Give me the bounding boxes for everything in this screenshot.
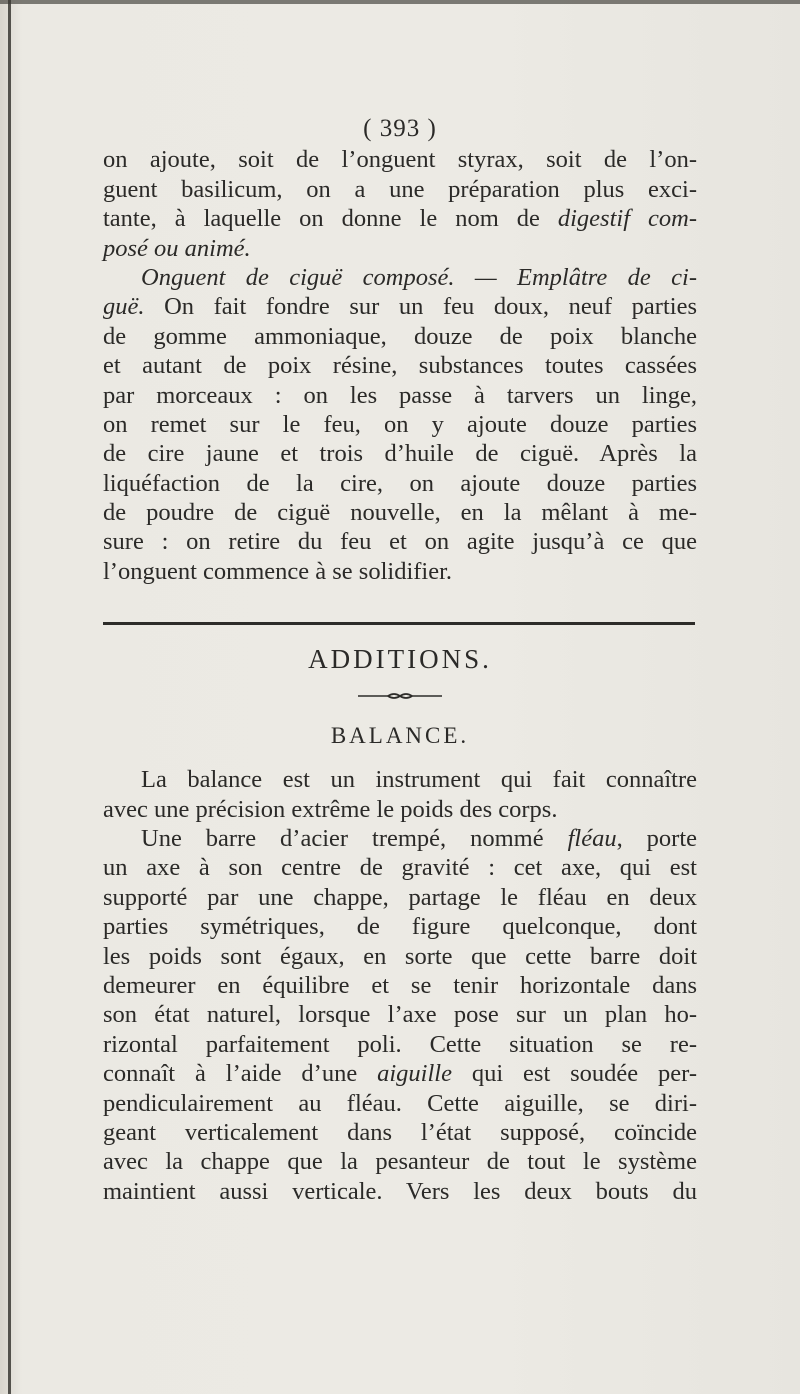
text-line: sure : on retire du feu et on agite jusqu’à ce que <box>103 528 697 556</box>
text-line: par morceaux : on les passe à tarvers un linge, <box>103 381 697 409</box>
text-line: avec la chappe que la pesanteur de tout le système <box>103 1148 697 1176</box>
text-line <box>103 292 697 321</box>
text-line: son état naturel, lorsque l’axe pose sur un plan ho- <box>103 1001 697 1029</box>
section-heading: ADDITIONS. <box>308 644 492 675</box>
text-line: les poids sont égaux, en sorte que cette barre doit <box>103 942 697 970</box>
text-line: on ajoute, soit de l’onguent styrax, soit de l’on- <box>103 146 697 174</box>
text-line: posé ou animé. <box>103 234 251 262</box>
page-text <box>103 114 697 1206</box>
text-run: tante, à laquelle on donne le nom de <box>103 205 558 233</box>
italic-term: aiguille <box>377 1060 452 1088</box>
text-run: connaît à l’aide d’une <box>103 1060 378 1088</box>
page-number: ( 393 ) <box>363 115 437 142</box>
text-line <box>103 204 697 233</box>
text-line: et autant de poix résine, substances toutes cassées <box>103 352 697 380</box>
text-line: geant verticalement dans l’état supposé, coïncide <box>103 1118 697 1146</box>
text-line: avec une précision extrême le poids des corps. <box>103 795 558 823</box>
italic-term: fléau <box>567 825 617 853</box>
text-line: supporté par une chappe, partage le fléau en deux <box>103 883 697 911</box>
text-run: qui est soudée per- <box>451 1060 697 1088</box>
text-run: , porte <box>616 825 698 853</box>
book-spine-shadow <box>8 0 11 1394</box>
text-line <box>103 824 697 853</box>
ornament-divider-icon <box>103 689 697 703</box>
text-line: de gomme ammoniaque, douze de poix blanche <box>103 322 697 350</box>
text-line: parties symétriques, de figure quelconque, dont <box>103 913 697 941</box>
text-line: un axe à son centre de gravité : cet axe, qui est <box>103 854 697 882</box>
text-line: pendiculairement au fléau. Cette aiguille, se diri- <box>103 1089 697 1117</box>
section-divider-rule <box>103 622 695 625</box>
text-line <box>103 1059 697 1088</box>
text-line: demeurer en équilibre et se tenir horizontale dans <box>103 972 697 999</box>
text-line: de cire jaune et trois d’huile de ciguë. Après la <box>103 440 697 468</box>
text-line: guent basilicum, on a une préparation plus exci- <box>103 175 697 203</box>
italic-term: digestif com- <box>557 205 697 233</box>
paragraph-title-end: guë. <box>103 293 145 321</box>
text-line: rizontal parfaitement poli. Cette situation se re- <box>103 1030 697 1058</box>
text-line: de poudre de ciguë nouvelle, en la mêlant à me- <box>103 499 697 527</box>
paragraph-title: Onguent de ciguë composé. — Emplâtre de ci- <box>141 263 697 291</box>
text-run: Une barre d’acier trempé, nommé <box>141 825 568 853</box>
text-line: liquéfaction de la cire, on ajoute douze parties <box>103 469 697 497</box>
text-line: maintient aussi verticale. Vers les deux bouts du <box>103 1177 697 1205</box>
page-top-edge <box>0 0 800 4</box>
text-line: on remet sur le feu, on y ajoute douze parties <box>103 410 697 438</box>
text-line: l’onguent commence à se solidifier. <box>103 557 453 585</box>
text-run: On fait fondre sur un feu doux, neuf parties <box>144 293 697 321</box>
text-line: La balance est un instrument qui fait connaître <box>141 766 697 794</box>
sub-heading: BALANCE. <box>330 723 470 749</box>
